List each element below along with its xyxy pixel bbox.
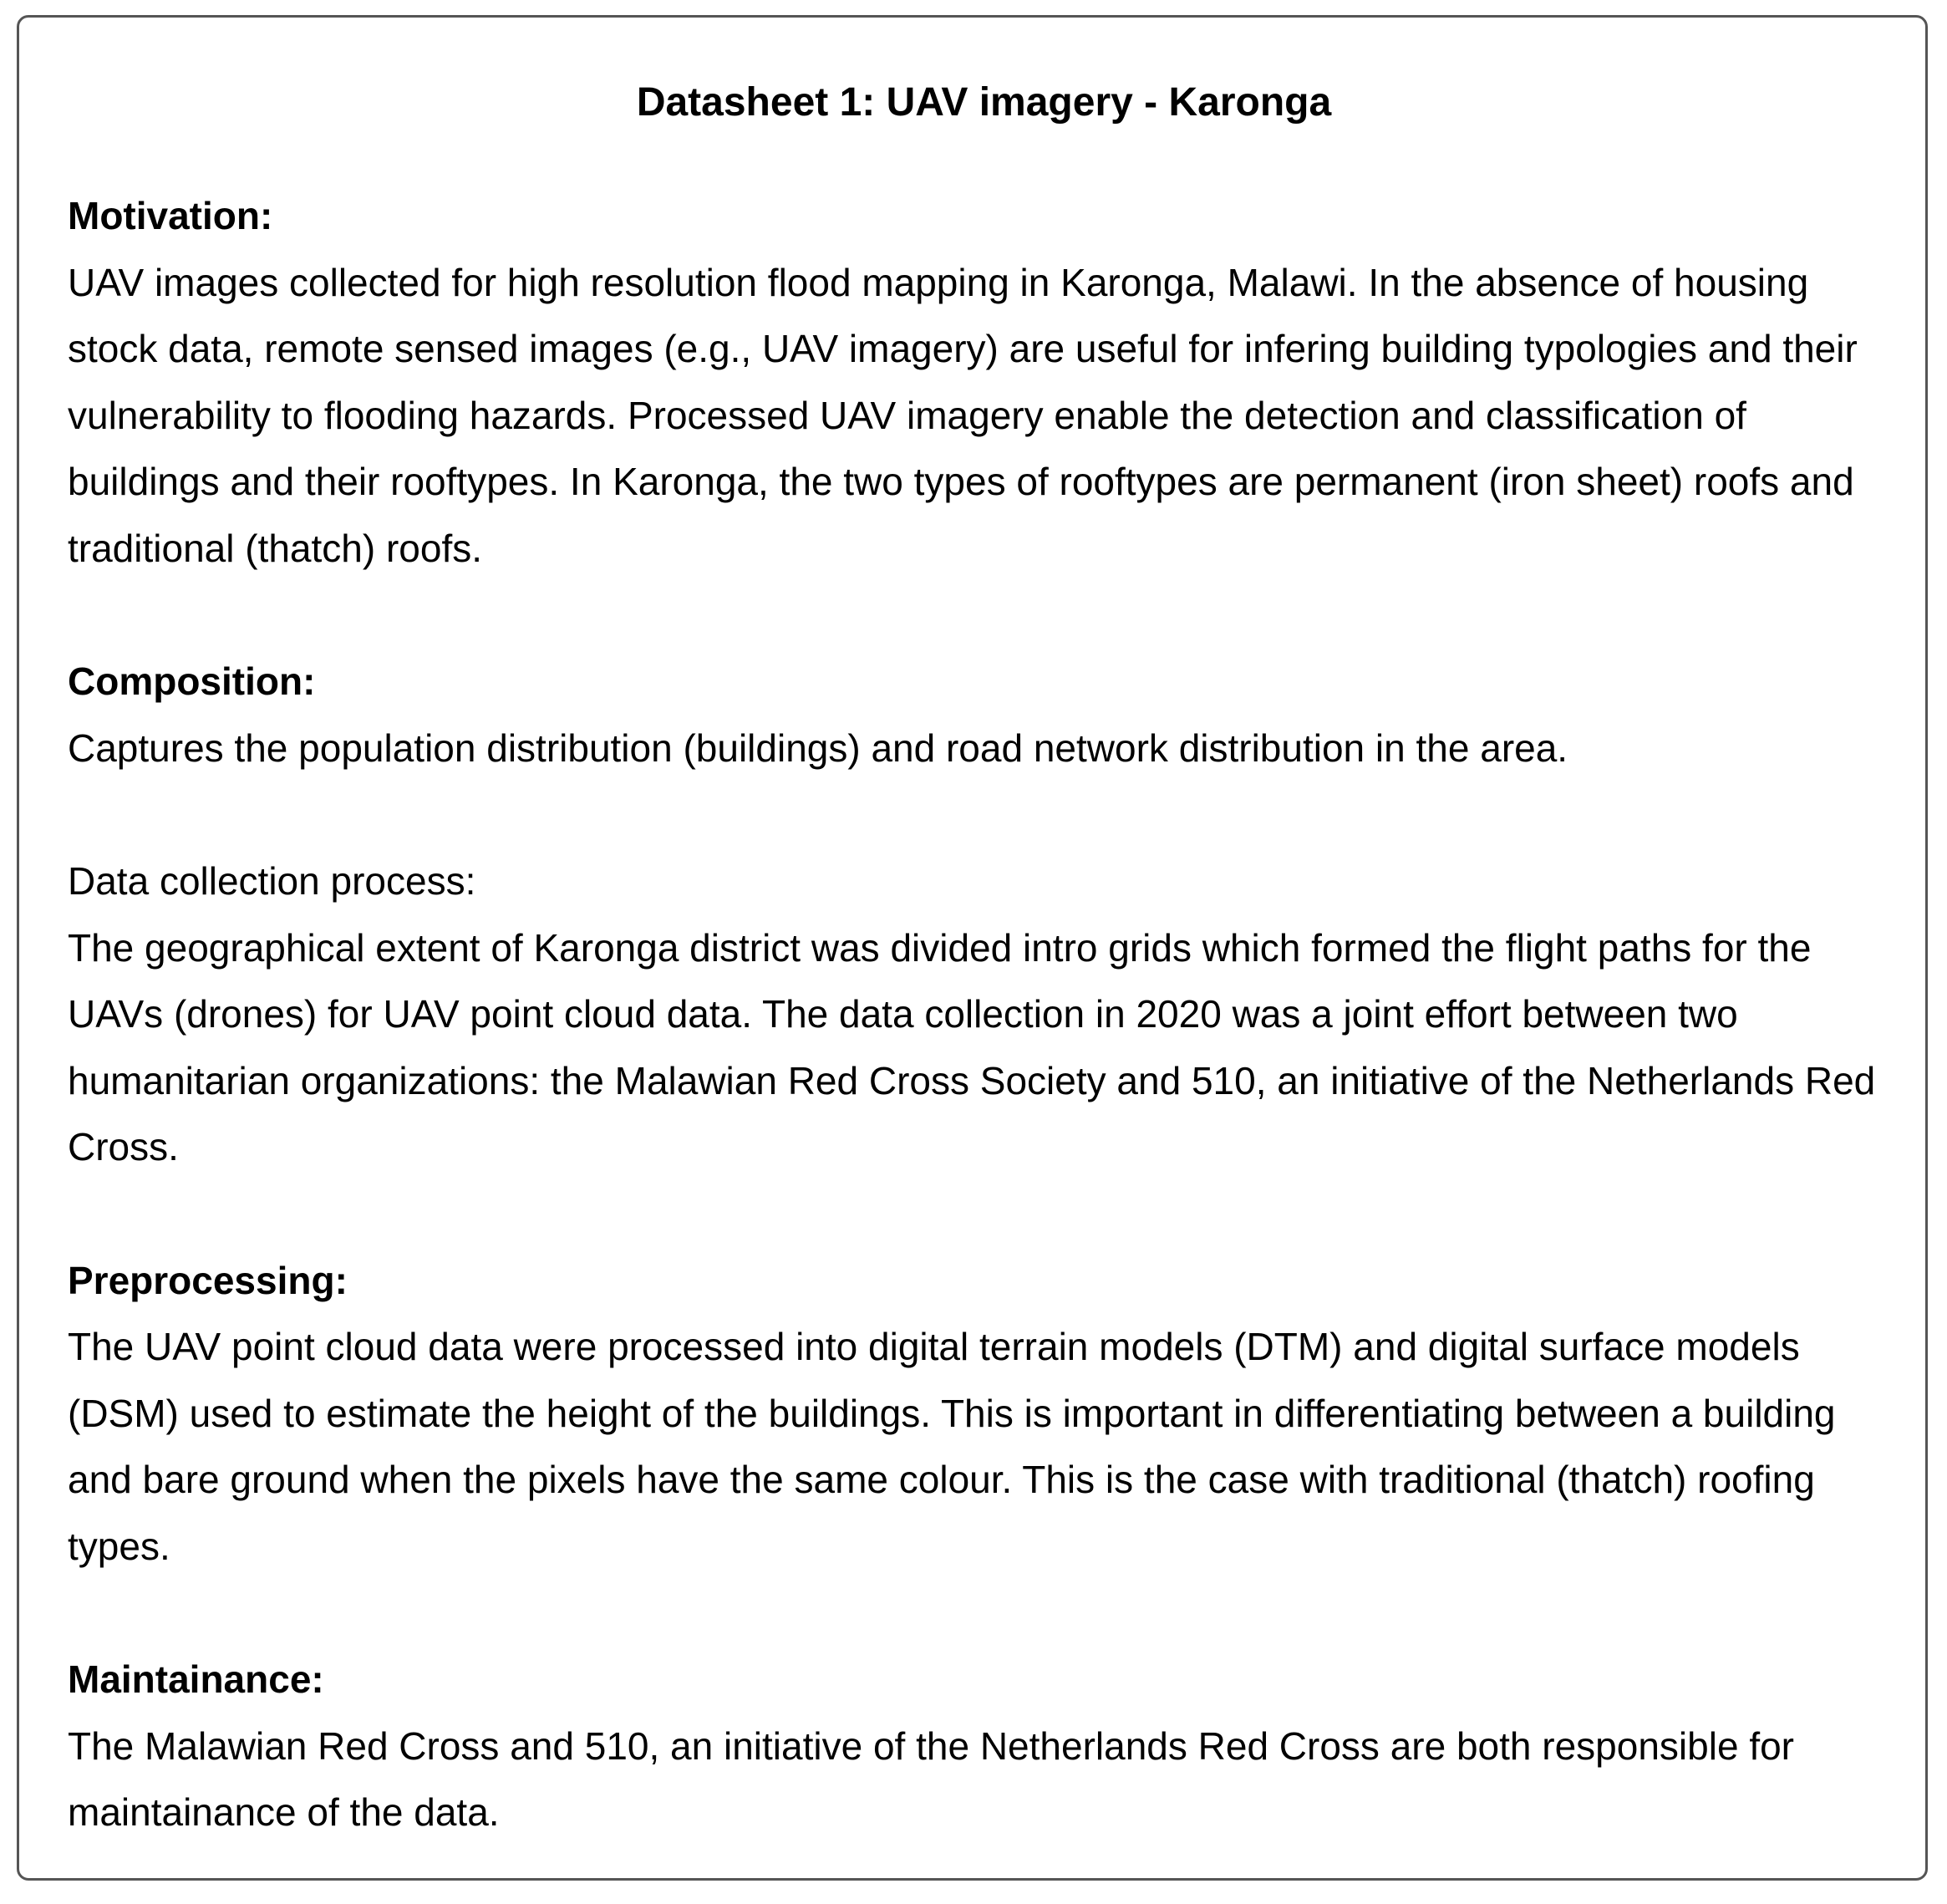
- section-heading-maintainance: Maintainance:: [68, 1657, 324, 1702]
- section-body-preprocessing: The UAV point cloud data were processed into digital terrain models (DTM) and digital surface models (DSM) used to estimate the height of the buildings. This is important in differentiating between a building and bare ground when the pixels have the same colour. This is the case with traditional (thatch) roofing types.: [68, 1325, 1836, 1568]
- section-heading-preprocessing: Preprocessing:: [68, 1258, 348, 1302]
- section-motivation: [68, 183, 1906, 583]
- section-heading-composition: Composition:: [68, 659, 316, 704]
- section-maintainance: [68, 1647, 1906, 1846]
- section-preprocessing: [68, 1248, 1906, 1581]
- section-body-composition: Captures the population distribution (buildings) and road network distribution in the area.: [68, 725, 1568, 770]
- section-heading-motivation: Motivation:: [68, 194, 273, 237]
- datasheet-title: Datasheet 1: UAV imagery - Karonga: [636, 80, 1332, 125]
- section-body-maintainance: The Malawian Red Cross and 510, an initiative of the Netherlands Red Cross are both responsible for maintainance of the data.: [68, 1723, 1795, 1835]
- datasheet-content: [68, 183, 1906, 1846]
- section-composition: [68, 649, 1906, 781]
- section-data-collection: [68, 848, 1906, 1181]
- section-body-motivation: UAV images collected for high resolution flood mapping in Karonga, Malawi. In the absence of housing stock data, remote sensed images (e.g., UAV imagery) are useful for infering building typologies and their vulnerability to flooding hazards. Processed UAV imagery enable the detection and classification of buildings and their rooftypes. In Karonga, the two types of rooftypes are permanent (iron sheet) roofs and traditional (thatch) roofs.: [68, 260, 1858, 570]
- datasheet-box: [17, 15, 1928, 1881]
- section-body-data-collection: The geographical extent of Karonga district was divided intro grids which formed the flight paths for the UAVs (drones) for UAV point cloud data. The data collection in 2020 was a joint effort between two humanitarian organizations: the Malawian Red Cross Society and 510, an initiative of the Netherlands Red Cross.: [68, 925, 1876, 1169]
- section-heading-data-collection: Data collection process:: [68, 858, 476, 903]
